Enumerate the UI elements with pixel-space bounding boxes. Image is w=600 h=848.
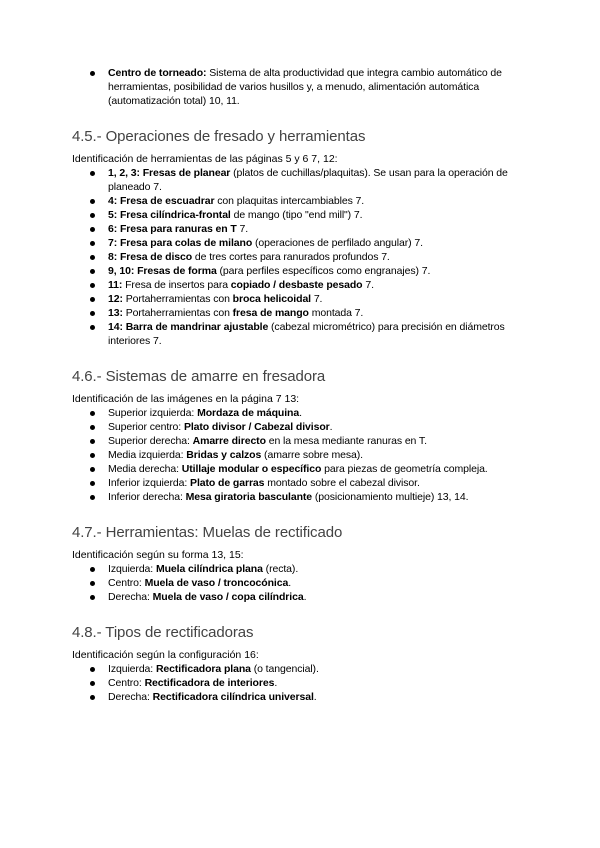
- item-term: Muela de vaso / copa cilíndrica: [152, 591, 304, 603]
- item-text: Izquierda:: [108, 663, 156, 675]
- item-text: Superior centro:: [108, 421, 184, 433]
- bullet-icon: [90, 71, 95, 76]
- list-item: [72, 476, 534, 490]
- list-item: [72, 490, 534, 504]
- item-text: (operaciones de perfilado angular) 7.: [252, 237, 423, 249]
- item-text: Centro:: [108, 577, 145, 589]
- section-intro-4-5: Identificación de herramientas de las páginas 5 y 6 7, 12:: [72, 153, 338, 165]
- item-text: .: [329, 421, 333, 433]
- bullet-icon: [90, 567, 95, 572]
- item-text: montado sobre el cabezal divisor.: [264, 477, 420, 489]
- list-item: [72, 690, 534, 704]
- item-text: (recta).: [262, 563, 299, 575]
- item-text: de mango (tipo "end mill") 7.: [230, 209, 363, 221]
- item-term: Muela de vaso / troncocónica: [144, 577, 289, 589]
- item-term: 9, 10: Fresas de forma: [108, 265, 217, 277]
- bullet-list-4-8: [72, 662, 534, 704]
- bullet-icon: [90, 667, 95, 672]
- list-item: [72, 434, 534, 448]
- item-text: Inferior izquierda:: [108, 477, 191, 489]
- item-text: Sistema de alta productividad que integra cambio automático de herramientas, posibilidad de varios husillos y, a menudo, alimentación automática (automatización total) 10, 11.: [108, 67, 502, 107]
- bullet-icon: [90, 453, 95, 458]
- item-text: Portaherramientas con: [122, 293, 233, 305]
- item-text: Media izquierda:: [108, 449, 187, 461]
- section-intro-4-6: Identificación de las imágenes en la página 7 13:: [72, 393, 300, 405]
- bullet-icon: [90, 325, 95, 330]
- bullet-icon: [90, 241, 95, 246]
- item-term: Centro de torneado:: [108, 67, 207, 79]
- item-text: montada 7.: [308, 307, 364, 319]
- bullet-icon: [90, 213, 95, 218]
- item-term: 12:: [108, 293, 123, 305]
- bullet-icon: [90, 199, 95, 204]
- item-text: Inferior derecha:: [108, 491, 186, 503]
- item-text: (posicionamiento multieje) 13, 14.: [312, 491, 469, 503]
- item-term: Bridas y calzos: [186, 449, 262, 461]
- bullet-icon: [90, 681, 95, 686]
- bullet-icon: [90, 425, 95, 430]
- list-item: [72, 306, 534, 320]
- list-item: [72, 590, 534, 604]
- section-title-4-6: 4.6.- Sistemas de amarre en fresadora: [72, 368, 326, 385]
- item-text: 7.: [236, 223, 249, 235]
- bullet-icon: [90, 297, 95, 302]
- item-text: 7.: [362, 279, 374, 291]
- item-text: 7.: [311, 293, 323, 305]
- list-item: [72, 236, 534, 250]
- list-item: [72, 676, 534, 690]
- bullet-icon: [90, 269, 95, 274]
- item-term: copiado / desbaste pesado: [230, 279, 363, 291]
- list-item: [72, 166, 534, 194]
- bullet-icon: [90, 581, 95, 586]
- item-term: fresa de mango: [232, 307, 309, 319]
- item-text: Superior izquierda:: [108, 407, 198, 419]
- item-text: .: [299, 407, 302, 419]
- bullet-icon: [90, 495, 95, 500]
- item-term: Rectificadora cilíndrica universal: [152, 691, 314, 703]
- item-term: Utillaje modular o específico: [181, 463, 322, 475]
- item-term: Mordaza de máquina: [197, 407, 300, 419]
- list-item: [72, 662, 534, 676]
- item-text: .: [303, 591, 307, 603]
- item-term: Plato de garras: [190, 477, 265, 489]
- section-intro-4-7: Identificación según su forma 13, 15:: [72, 549, 244, 561]
- list-item: [72, 420, 534, 434]
- item-text: Izquierda:: [108, 563, 156, 575]
- list-item: [72, 320, 534, 348]
- item-text: (o tangencial).: [250, 663, 319, 675]
- item-text: con plaquitas intercambiables 7.: [214, 195, 365, 207]
- bullet-icon: [90, 695, 95, 700]
- item-text: Derecha:: [108, 691, 153, 703]
- item-text: (cabezal micrométrico) para precisión en diámetros interiores 7.: [108, 321, 505, 347]
- bullet-list-4-5: [72, 166, 534, 348]
- section-intro-4-8: Identificación según la configuración 16:: [72, 649, 259, 661]
- item-term: 13:: [108, 307, 123, 319]
- bullet-icon: [90, 467, 95, 472]
- bullet-list-4-7: [72, 562, 534, 604]
- section-title-4-8: 4.8.- Tipos de rectificadoras: [72, 624, 254, 641]
- item-term: Mesa giratoria basculante: [185, 491, 313, 503]
- item-text: en la mesa mediante ranuras en T.: [265, 435, 427, 447]
- item-term: 5: Fresa cilíndrica-frontal: [108, 209, 231, 221]
- item-text: Superior derecha:: [108, 435, 193, 447]
- item-text: de tres cortes para ranurados profundos 7.: [192, 251, 390, 263]
- item-text: .: [313, 691, 317, 703]
- item-text: para piezas de geometría compleja.: [321, 463, 488, 475]
- bullet-icon: [90, 255, 95, 260]
- item-text: .: [274, 677, 278, 689]
- list-item: [72, 292, 534, 306]
- item-term: Muela cilíndrica plana: [155, 563, 263, 575]
- bullet-icon: [90, 411, 95, 416]
- list-item: [72, 250, 534, 264]
- item-term: 8: Fresa de disco: [108, 251, 193, 263]
- list-item: [72, 406, 534, 420]
- item-term: 7: Fresa para colas de milano: [108, 237, 253, 249]
- top-bullet-list: [72, 66, 534, 108]
- list-item: [72, 264, 534, 278]
- document-content: [72, 66, 534, 704]
- list-item: [72, 448, 534, 462]
- list-item: [72, 562, 534, 576]
- item-text: (amarre sobre mesa).: [261, 449, 363, 461]
- item-text: (para perfiles específicos como engranajes) 7.: [216, 265, 431, 277]
- bullet-icon: [90, 481, 95, 486]
- bullet-list-4-6: [72, 406, 534, 504]
- bullet-icon: [90, 439, 95, 444]
- item-text: (platos de cuchillas/plaquitas). Se usan para la operación de planeado 7.: [108, 167, 508, 193]
- list-item: [72, 208, 534, 222]
- bullet-icon: [90, 227, 95, 232]
- item-term: Rectificadora plana: [155, 663, 251, 675]
- bullet-icon: [90, 595, 95, 600]
- item-term: 11:: [108, 279, 123, 291]
- list-item: [72, 222, 534, 236]
- list-item: [72, 576, 534, 590]
- bullet-icon: [90, 171, 95, 176]
- list-item: [72, 66, 534, 108]
- section-title-4-7: 4.7.- Herramientas: Muelas de rectificado: [72, 524, 343, 541]
- item-term: Amarre directo: [192, 435, 266, 447]
- item-term: Plato divisor / Cabezal divisor: [183, 421, 330, 433]
- item-term: 14: Barra de mandrinar ajustable: [108, 321, 269, 333]
- item-term: 4: Fresa de escuadrar: [108, 195, 215, 207]
- item-text: .: [288, 577, 292, 589]
- item-text: Fresa de insertos para: [122, 279, 231, 291]
- list-item: [72, 278, 534, 292]
- list-item: [72, 194, 534, 208]
- section-title-4-5: 4.5.- Operaciones de fresado y herramientas: [72, 128, 366, 145]
- item-text: Derecha:: [108, 591, 153, 603]
- list-item: [72, 462, 534, 476]
- item-term: 6: Fresa para ranuras en T: [108, 223, 237, 235]
- item-term: broca helicoidal: [232, 293, 311, 305]
- item-term: 1, 2, 3: Fresas de planear: [108, 167, 231, 179]
- item-term: Rectificadora de interiores: [144, 677, 275, 689]
- item-text: Centro:: [108, 677, 145, 689]
- bullet-icon: [90, 283, 95, 288]
- item-text: Media derecha:: [108, 463, 182, 475]
- item-text: Portaherramientas con: [122, 307, 233, 319]
- bullet-icon: [90, 311, 95, 316]
